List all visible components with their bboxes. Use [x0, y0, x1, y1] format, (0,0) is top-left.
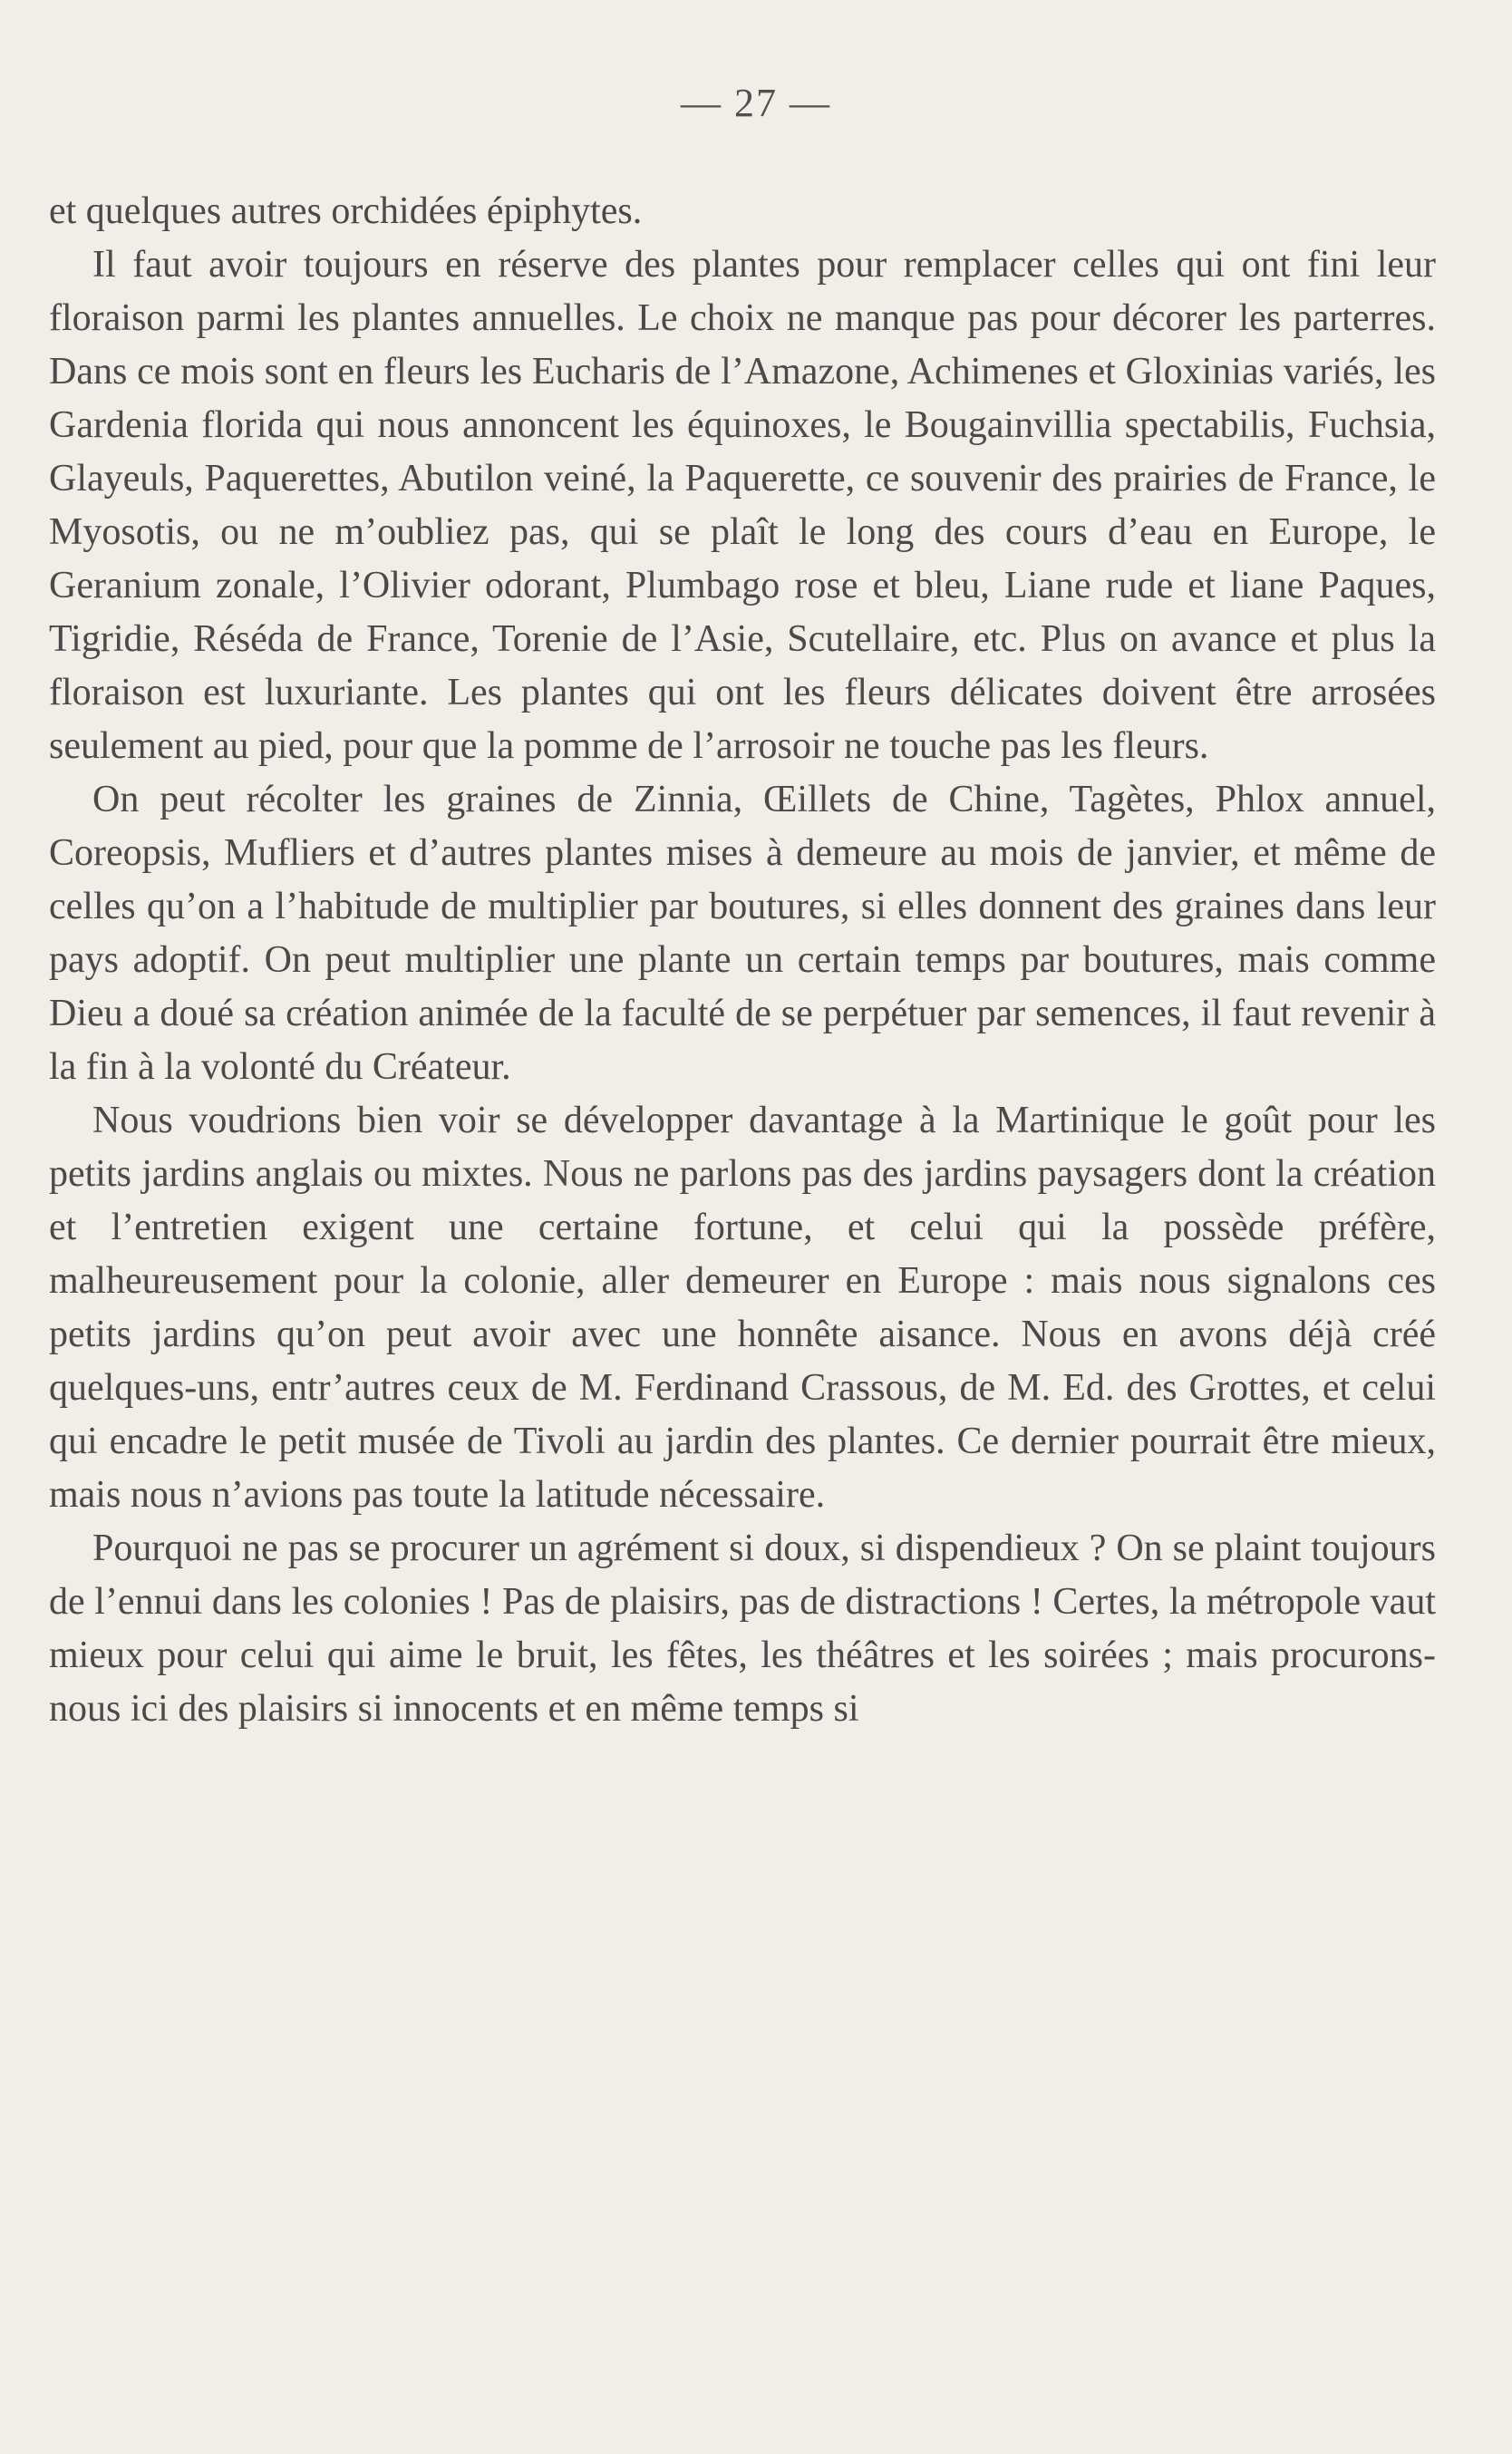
- paragraph-4: Nous voudrions bien voir se développer davantage à la Martinique le goût pour les petits jardins anglais ou mixtes. Nous ne parlons pas des jardins paysagers dont la création et l’entretien exigent une certaine fortune, et celui qui la possède préfère, malheureusement pour la colonie, aller demeurer en Europe : mais nous signalons ces petits jardins qu’on peut avoir avec une honnête aisance. Nous en avons déjà créé quelques-uns, entr’autres ceux de M. Ferdinand Crassous, de M. Ed. des Grottes, et celui qui encadre le petit musée de Tivoli au jardin des plantes. Ce dernier pourrait être mieux, mais nous n’avions pas toute la latitude nécessaire.: [49, 1100, 1436, 1516]
- page-number: — 27 —: [681, 81, 831, 125]
- body-text: [49, 185, 1436, 1736]
- paragraph-3: On peut récolter les graines de Zinnia, Œillets de Chine, Tagètes, Phlox annuel, Coreopsis, Mufliers et d’autres plantes mises à demeure au mois de janvier, et même de celles qu’on a l’habitude de multiplier par boutures, si elles donnent des graines dans leur pays adoptif. On peut multiplier une plante un certain temps par boutures, mais comme Dieu a doué sa création animée de la faculté de se perpétuer par semences, il faut revenir à la fin à la volonté du Créateur.: [49, 779, 1436, 1088]
- paragraph-2: Il faut avoir toujours en réserve des plantes pour remplacer celles qui ont fini leur floraison parmi les plantes annuelles. Le choix ne manque pas pour décorer les parterres. Dans ce mois sont en fleurs les Eucharis de l’Amazone, Achimenes et Gloxinias variés, les Gardenia florida qui nous annoncent les équinoxes, le Bougainvillia spectabilis, Fuchsia, Glayeuls, Paquerettes, Abutilon veiné, la Paquerette, ce souvenir des prairies de France, le Myosotis, ou ne m’oubliez pas, qui se plaît le long des cours d’eau en Europe, le Geranium zonale, l’Olivier odorant, Plumbago rose et bleu, Liane rude et liane Paques, Tigridie, Réséda de France, Torenie de l’Asie, Scutellaire, etc. Plus on avance et plus la floraison est luxuriante. Les plantes qui ont les fleurs délicates doivent être arrosées seulement au pied, pour que la pomme de l’arrosoir ne touche pas les fleurs.: [49, 244, 1436, 767]
- paragraph-1: et quelques autres orchidées épiphytes.: [49, 190, 643, 232]
- paragraph-5: Pourquoi ne pas se procurer un agrément si doux, si dispendieux ? On se plaint toujours de l’ennui dans les colonies ! Pas de plaisirs, pas de distractions ! Certes, la métropole vaut mieux pour celui qui aime le bruit, les fêtes, les théâtres et les soirées ; mais procurons-nous ici des plaisirs si innocents et en même temps si: [49, 1528, 1436, 1730]
